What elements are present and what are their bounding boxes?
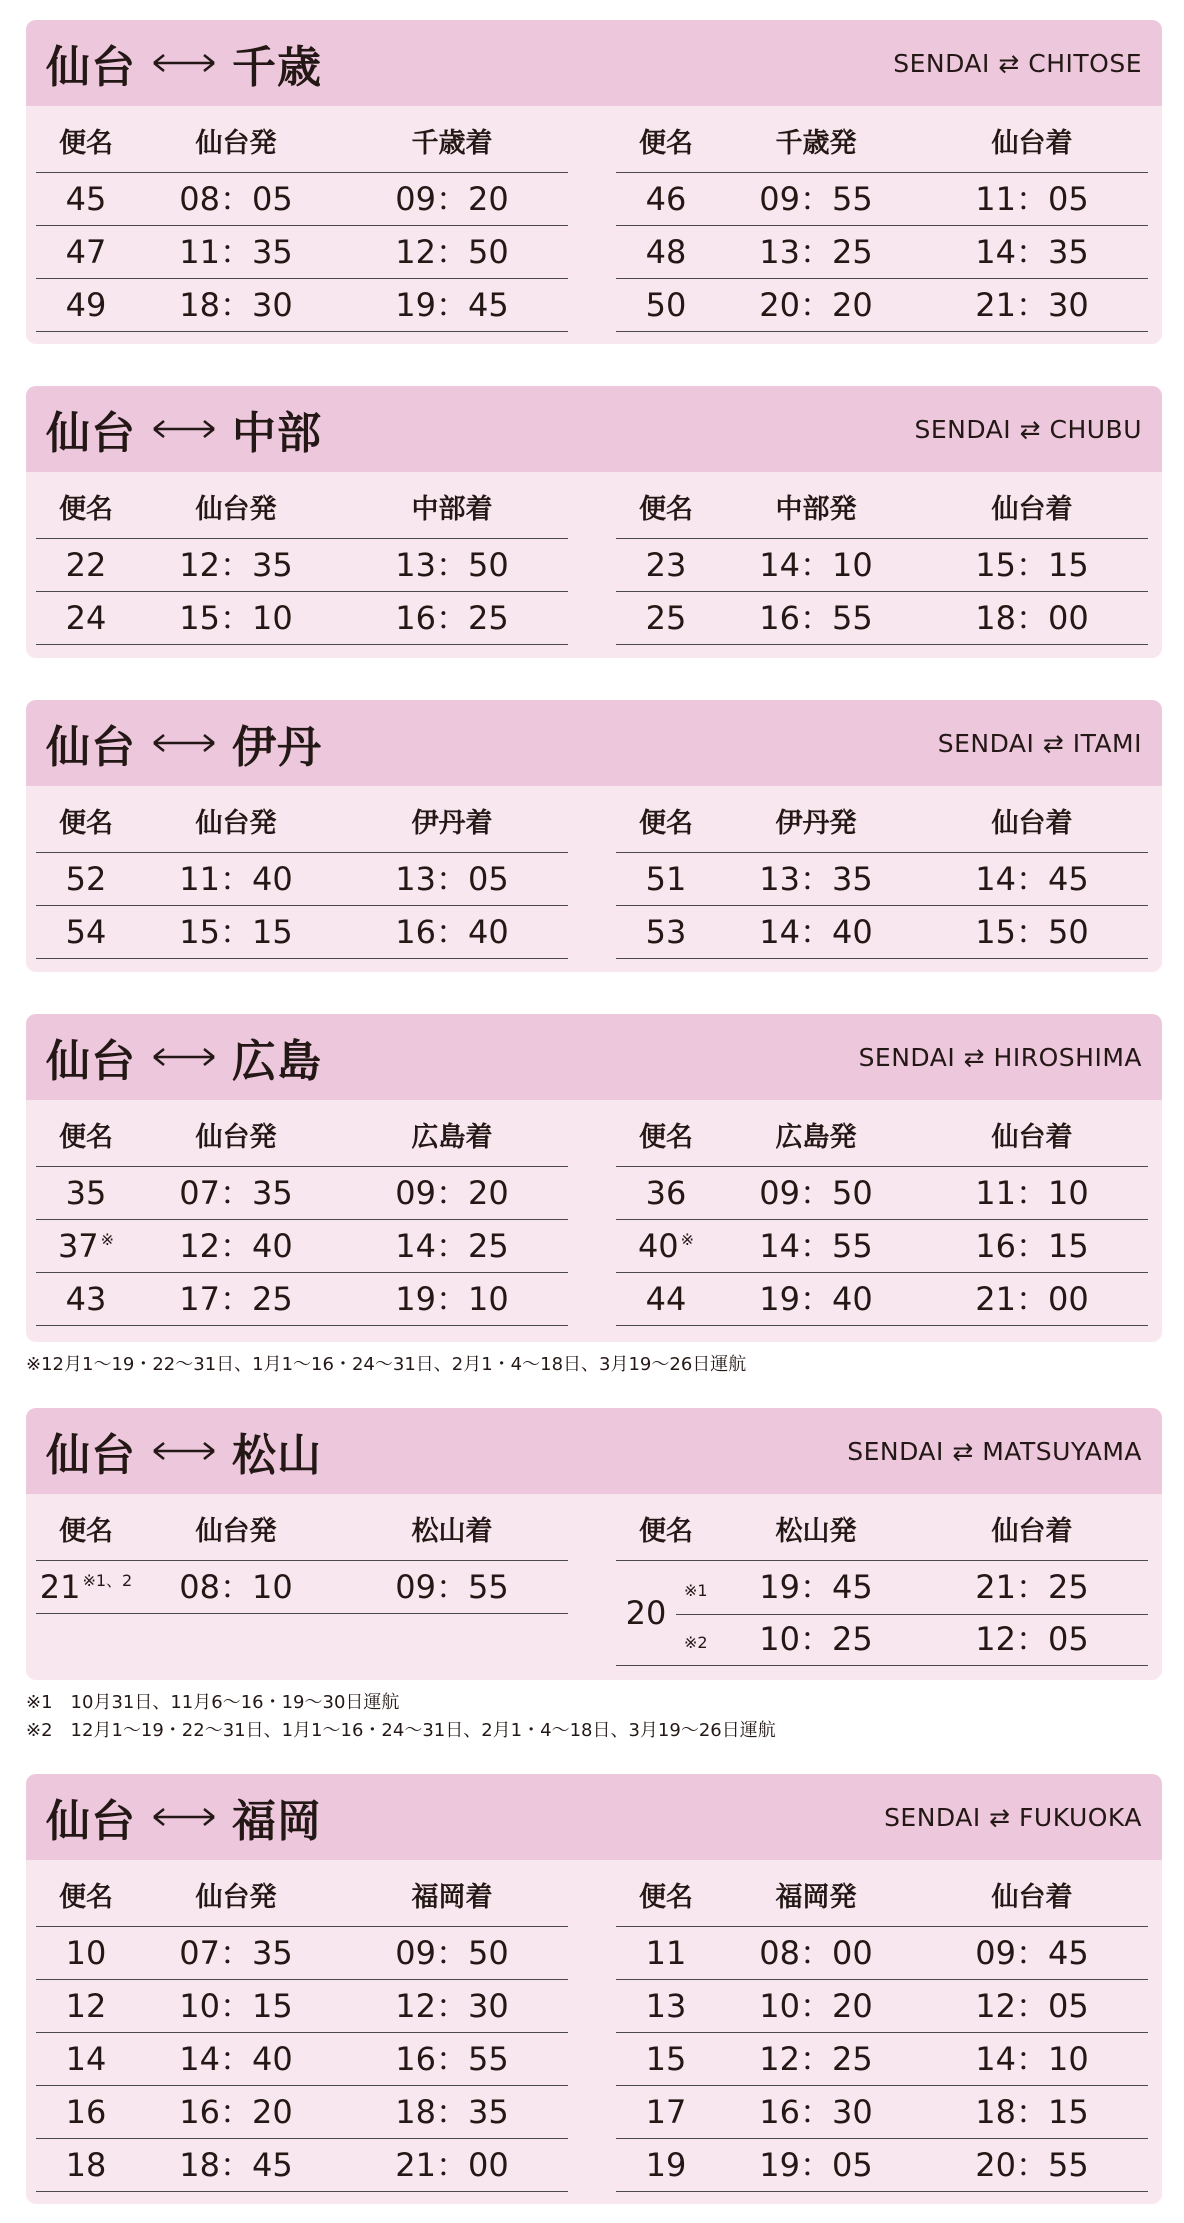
route-title [46,1774,322,1860]
table-row [36,2033,568,2086]
header-depart: 仙台発 [195,1882,277,1913]
flight-number: 12 [65,1987,107,2025]
arrive-time: 15：15 [975,546,1089,584]
depart-time: 12：35 [179,546,293,584]
depart-time: 16：30 [759,2093,873,2131]
operation-footnote: ※12月1～19・22～31日、1月1～16・24～31日、2月1・4～18日、3月19～26日運航 [26,1354,747,1375]
table-header [616,116,1148,173]
arrive-time: 21：25 [975,1568,1089,1606]
table-row [616,1927,1148,1980]
arrive-time: 12：30 [395,1987,509,2025]
table-row [616,2139,1148,2192]
arrive-time: 21：00 [975,1280,1089,1318]
origin-label: 仙台 [46,1036,136,1087]
arrive-time: 20：55 [975,2146,1089,2184]
flight-number: 52 [65,860,107,898]
header-arrive: 中部着 [411,494,493,525]
flight-number: 47 [65,233,107,271]
table-header [36,1110,568,1167]
depart-time: 10：25 [759,1620,873,1658]
return-table [616,1870,1148,2192]
depart-time: 14：40 [179,2040,293,2078]
flight-number: 50 [645,286,687,324]
variant-mark-cell [616,1561,716,1613]
operation-note-mark: ※ [680,1230,695,1249]
depart-time: 11：40 [179,860,293,898]
header-arrive: 広島着 [411,1122,493,1153]
header-flight: 便名 [639,128,693,159]
flight-number: 54 [65,913,107,951]
header-depart: 広島発 [775,1122,857,1153]
header-arrive: 仙台着 [991,1516,1073,1547]
route-english-name: SENDAI ⇄ FUKUOKA [884,1802,1142,1832]
arrive-time: 11：05 [975,180,1089,218]
origin-label: 仙台 [46,1430,136,1481]
route-title [46,386,322,472]
arrive-time: 18：35 [395,2093,509,2131]
table-row [616,1273,1148,1326]
header-flight: 便名 [59,1516,113,1547]
depart-time: 09：55 [759,180,873,218]
flight-number: 13 [645,1987,687,2025]
header-depart: 松山発 [775,1516,857,1547]
depart-time: 10：15 [179,1987,293,2025]
bidirectional-arrow-icon [152,417,216,441]
route-title [46,700,322,786]
header-depart: 仙台発 [195,494,277,525]
table-row [616,1561,1148,1613]
depart-time: 18：30 [179,286,293,324]
header-arrive: 仙台着 [991,808,1073,839]
flight-number-cell [36,1561,136,1613]
destination-label: 中部 [232,408,322,459]
destination-label: 伊丹 [232,722,322,773]
table-header [616,1110,1148,1167]
header-arrive: 松山着 [411,1516,493,1547]
header-flight: 便名 [639,1122,693,1153]
route-sendai-chubu [26,386,1162,658]
arrive-time: 09：45 [975,1934,1089,1972]
origin-label: 仙台 [46,408,136,459]
operation-note-mark: ※1 [684,1581,708,1600]
arrive-time: 19：10 [395,1280,509,1318]
variant-mark-cell [616,1613,716,1665]
route-header [26,20,1162,106]
header-flight: 便名 [59,808,113,839]
depart-time: 13：25 [759,233,873,271]
depart-time: 11：35 [179,233,293,271]
arrive-time: 09：55 [395,1568,509,1606]
table-row [36,2139,568,2192]
arrive-time: 12：05 [975,1987,1089,2025]
table-header [36,1504,568,1561]
flight-number: 43 [65,1280,107,1318]
route-sendai-chitose [26,20,1162,344]
arrive-time: 21：00 [395,2146,509,2184]
flight-number: 46 [645,180,687,218]
depart-time: 15：10 [179,599,293,637]
table-row [36,1220,568,1273]
flight-number: 49 [65,286,107,324]
route-sendai-itami [26,700,1162,972]
header-arrive: 千歳着 [411,128,493,159]
bidirectional-arrow-icon [152,1045,216,1069]
flight-number: 25 [645,599,687,637]
table-row [616,2033,1148,2086]
arrive-time: 12：50 [395,233,509,271]
route-sendai-fukuoka [26,1774,1162,2204]
header-flight: 便名 [639,494,693,525]
depart-time: 15：15 [179,913,293,951]
bidirectional-arrow-icon [152,731,216,755]
return-table [616,1504,1148,1667]
outbound-table [36,796,568,959]
header-depart: 伊丹発 [775,808,857,839]
depart-time: 07：35 [179,1174,293,1212]
flight-number: 40 [637,1227,679,1265]
header-arrive: 仙台着 [991,1882,1073,1913]
flight-number: 24 [65,599,107,637]
depart-time: 14：55 [759,1227,873,1265]
arrive-time: 14：10 [975,2040,1089,2078]
table-header [36,1870,568,1927]
destination-label: 福岡 [232,1796,322,1847]
header-flight: 便名 [639,808,693,839]
outbound-table [36,482,568,645]
header-depart: 仙台発 [195,1122,277,1153]
table-row [616,1980,1148,2033]
origin-label: 仙台 [46,42,136,93]
table-row [616,226,1148,279]
route-english-name: SENDAI ⇄ MATSUYAMA [847,1436,1142,1466]
operation-footnote-2: ※2 12月1～19・22～31日、1月1～16・24～31日、2月1・4～18日、3月19～26日運航 [26,1720,776,1741]
flight-number: 48 [645,233,687,271]
table-row [36,279,568,332]
header-depart: 仙台発 [195,128,277,159]
flight-number: 51 [645,860,687,898]
arrive-time: 12：05 [975,1620,1089,1658]
arrive-time: 21：30 [975,286,1089,324]
header-flight: 便名 [639,1882,693,1913]
table-row [616,1613,1148,1666]
flight-number: 45 [65,180,107,218]
flight-number: 37 [57,1227,99,1265]
header-flight: 便名 [59,128,113,159]
flight-number: 15 [645,2040,687,2078]
header-depart: 仙台発 [195,808,277,839]
header-flight: 便名 [59,1882,113,1913]
route-english-name: SENDAI ⇄ CHUBU [914,414,1142,444]
table-row [616,279,1148,332]
header-depart: 仙台発 [195,1516,277,1547]
route-english-name: SENDAI ⇄ HIROSHIMA [858,1042,1142,1072]
table-header [616,482,1148,539]
outbound-table [36,1504,568,1614]
route-header [26,1774,1162,1860]
depart-time: 08：10 [179,1568,293,1606]
flight-number: 22 [65,546,107,584]
bidirectional-arrow-icon [152,1439,216,1463]
destination-label: 千歳 [232,42,322,93]
return-table [616,1110,1148,1326]
table-row [36,906,568,959]
header-depart: 福岡発 [775,1882,857,1913]
table-header [36,796,568,853]
flight-number: 35 [65,1174,107,1212]
return-table [616,116,1148,332]
table-row [36,1273,568,1326]
flight-number: 11 [645,1934,687,1972]
flight-number: 10 [65,1934,107,1972]
destination-label: 広島 [232,1036,322,1087]
table-row [36,853,568,906]
table-header [36,116,568,173]
operation-note-mark: ※2 [684,1633,708,1652]
table-row [616,539,1148,592]
flight-number: 21 [39,1568,81,1606]
table-row [36,1561,568,1614]
header-arrive: 仙台着 [991,1122,1073,1153]
depart-time: 10：20 [759,1987,873,2025]
arrive-time: 16：25 [395,599,509,637]
table-row [616,853,1148,906]
header-arrive: 仙台着 [991,128,1073,159]
depart-time: 09：50 [759,1174,873,1212]
arrive-time: 09：20 [395,1174,509,1212]
table-row [36,539,568,592]
arrive-time: 16：15 [975,1227,1089,1265]
route-sendai-matsuyama [26,1408,1162,1680]
flight-number: 23 [645,546,687,584]
flight-number-cell [616,1220,716,1272]
return-table [616,796,1148,959]
arrive-time: 09：50 [395,1934,509,1972]
depart-time: 13：35 [759,860,873,898]
depart-time: 07：35 [179,1934,293,1972]
header-arrive: 伊丹着 [411,808,493,839]
bidirectional-arrow-icon [152,1805,216,1829]
table-row [36,2086,568,2139]
depart-time: 08：00 [759,1934,873,1972]
arrive-time: 15：50 [975,913,1089,951]
depart-time: 16：20 [179,2093,293,2131]
header-depart: 中部発 [775,494,857,525]
table-header [616,1504,1148,1561]
flight-number: 17 [645,2093,687,2131]
outbound-table [36,116,568,332]
arrive-time: 14：25 [395,1227,509,1265]
flight-number-cell [36,1220,136,1272]
table-row [36,226,568,279]
table-row [616,906,1148,959]
arrive-time: 16：55 [395,2040,509,2078]
table-row [616,2086,1148,2139]
operation-footnote-1: ※1 10月31日、11月6～16・19～30日運航 [26,1692,400,1713]
depart-time: 17：25 [179,1280,293,1318]
flight-number: 14 [65,2040,107,2078]
split-rows [616,1561,1148,1667]
route-header [26,700,1162,786]
depart-time: 14：40 [759,913,873,951]
arrive-time: 14：35 [975,233,1089,271]
route-header [26,386,1162,472]
bidirectional-arrow-icon [152,51,216,75]
flight-number: 20 [625,1594,667,1632]
depart-time: 12：40 [179,1227,293,1265]
arrive-time: 11：10 [975,1174,1089,1212]
header-flight: 便名 [59,1122,113,1153]
route-title [46,1408,322,1494]
table-header [616,1870,1148,1927]
depart-time: 19：40 [759,1280,873,1318]
arrive-time: 18：15 [975,2093,1089,2131]
arrive-time: 19：45 [395,286,509,324]
arrive-time: 09：20 [395,180,509,218]
header-depart: 千歳発 [775,128,857,159]
route-english-name: SENDAI ⇄ CHITOSE [893,48,1142,78]
return-table [616,482,1148,645]
arrive-time: 14：45 [975,860,1089,898]
table-row [616,173,1148,226]
table-row [36,173,568,226]
origin-label: 仙台 [46,1796,136,1847]
flight-number: 19 [645,2146,687,2184]
route-title [46,20,322,106]
header-flight: 便名 [639,1516,693,1547]
table-header [36,482,568,539]
arrive-time: 13：50 [395,546,509,584]
depart-time: 12：25 [759,2040,873,2078]
outbound-table [36,1110,568,1326]
header-arrive: 仙台着 [991,494,1073,525]
outbound-table [36,1870,568,2192]
header-arrive: 福岡着 [411,1882,493,1913]
destination-label: 松山 [232,1430,322,1481]
operation-note-mark: ※ [100,1230,115,1249]
origin-label: 仙台 [46,722,136,773]
flight-number: 18 [65,2146,107,2184]
table-row [36,1980,568,2033]
route-header [26,1014,1162,1100]
table-row [36,1927,568,1980]
table-row [36,592,568,645]
table-row [616,1167,1148,1220]
flight-number: 16 [65,2093,107,2131]
flight-number: 44 [645,1280,687,1318]
depart-time: 08：05 [179,180,293,218]
route-header [26,1408,1162,1494]
table-row [616,1220,1148,1273]
flight-number: 36 [645,1174,687,1212]
header-flight: 便名 [59,494,113,525]
arrive-time: 18：00 [975,599,1089,637]
route-title [46,1014,322,1100]
table-header [616,796,1148,853]
depart-time: 20：20 [759,286,873,324]
depart-time: 19：45 [759,1568,873,1606]
table-row [36,1167,568,1220]
depart-time: 18：45 [179,2146,293,2184]
arrive-time: 13：05 [395,860,509,898]
operation-note-mark: ※1、2 [82,1571,133,1590]
flight-number: 53 [645,913,687,951]
arrive-time: 16：40 [395,913,509,951]
depart-time: 19：05 [759,2146,873,2184]
depart-time: 16：55 [759,599,873,637]
route-english-name: SENDAI ⇄ ITAMI [937,728,1142,758]
route-sendai-hiroshima [26,1014,1162,1342]
depart-time: 14：10 [759,546,873,584]
table-row [616,592,1148,645]
